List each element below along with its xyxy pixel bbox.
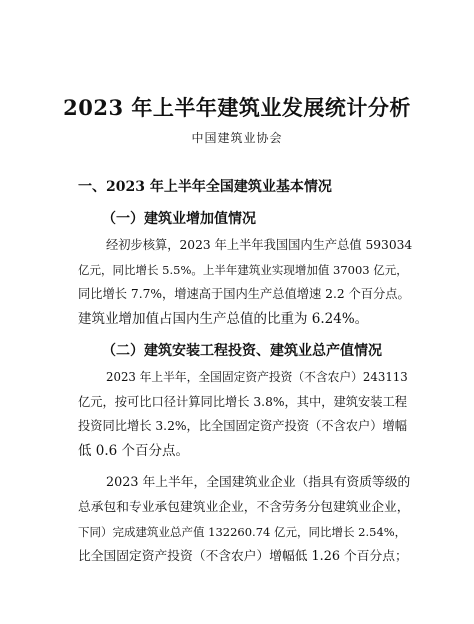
- document-title: 2023 年上半年建筑业发展统计分析: [63, 95, 411, 120]
- document-author: 中国建筑业协会: [191, 131, 283, 145]
- paragraph: [78, 471, 412, 569]
- text-line: 同比增长 7.7%，增速高于国内生产总值增速 2.2 个百分点。: [78, 287, 410, 301]
- text-line: 建筑业增加值占国内生产总值的比重为 6.24%。: [78, 310, 369, 327]
- text-line: 低 0.6 个百分点。: [78, 442, 190, 459]
- text-line: 总承包和专业承包建筑业企业，不含劳务分包建筑业企业，: [78, 499, 410, 515]
- text-line: 投资同比增长 3.2%，比全国固定资产投资（不含农户）增幅: [78, 419, 408, 433]
- section-heading: 一、2023 年上半年全国建筑业基本情况: [78, 179, 332, 195]
- paragraph: [78, 365, 412, 463]
- text-line: 经初步核算，2023 年上半年我国国内生产总值 593034: [106, 238, 413, 252]
- paragraph: [78, 233, 412, 331]
- text-line: 亿元，按可比口径计算同比增长 3.8%，其中，建筑安装工程: [78, 394, 408, 409]
- text-line: 2023 年上半年，全国建筑业企业（指具有资质等级的: [106, 475, 411, 490]
- text-line: 2023 年上半年，全国固定资产投资（不含农户）243113: [106, 370, 408, 384]
- subsection-heading: （一）建筑业增加值情况: [102, 211, 256, 227]
- text-line: 亿元，同比增长 5.5%。上半年建筑业实现增加值 37003 亿元，: [78, 262, 408, 277]
- subsection-heading: （二）建筑安装工程投资、建筑业总产值情况: [102, 343, 382, 359]
- text-line: 下同）完成建筑业总产值 132260.74 亿元，同比增长 2.54%，: [78, 525, 407, 539]
- document-body: [78, 175, 412, 577]
- text-line: 比全国固定资产投资（不含农户）增幅低 1.26 个百分点；: [78, 548, 408, 564]
